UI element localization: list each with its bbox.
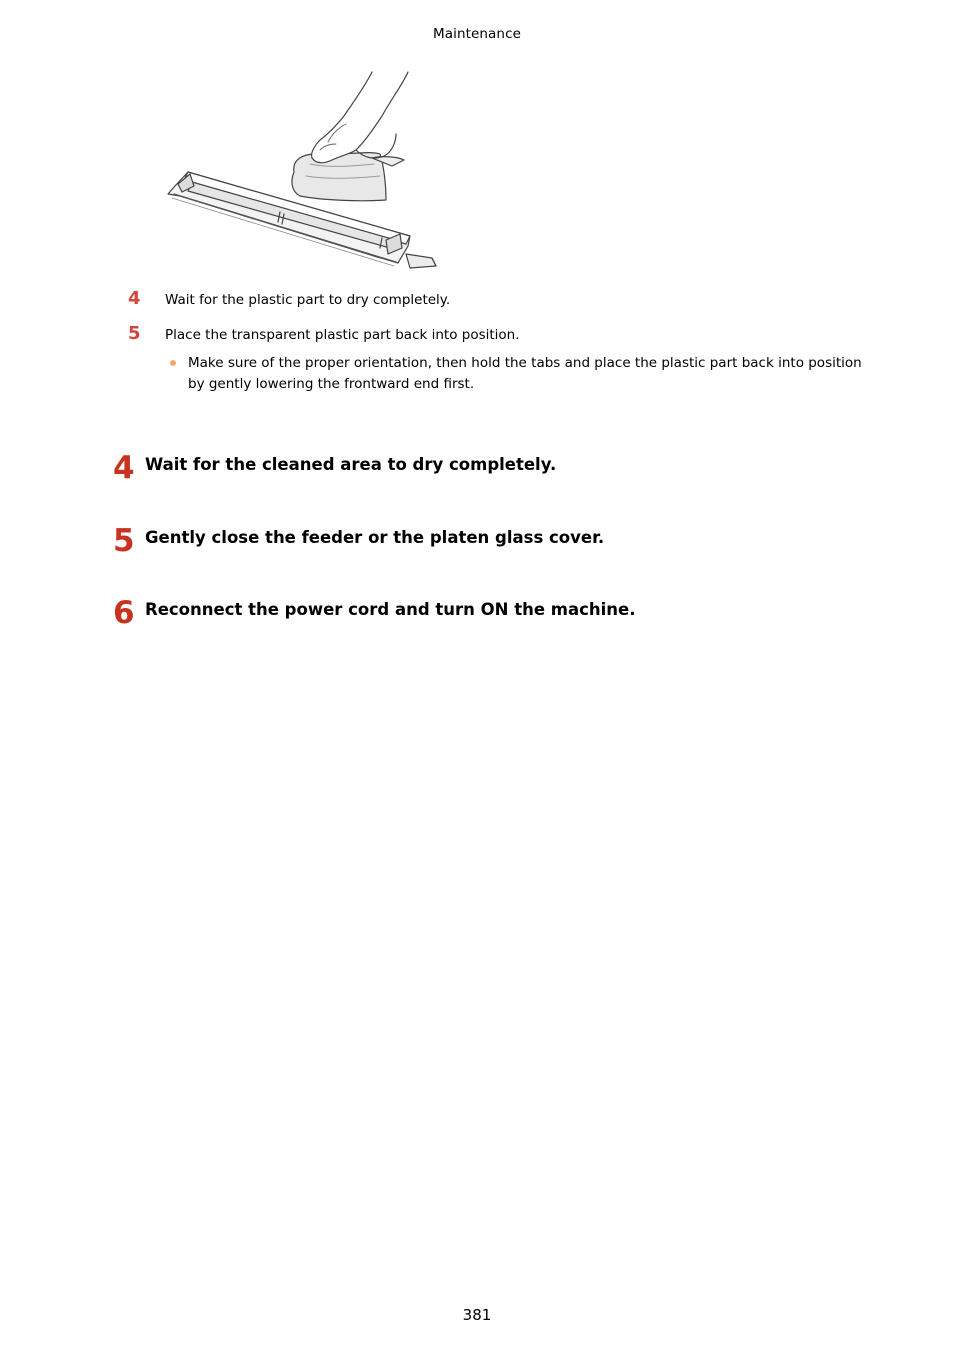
step-text: Gently close the feeder or the platen glass cover.: [145, 528, 605, 547]
step-number: 6: [113, 595, 135, 631]
page-header-title: Maintenance: [432, 26, 522, 42]
substep-number: 4: [128, 288, 141, 309]
step-number: 5: [113, 523, 135, 559]
step-number: 4: [113, 450, 135, 486]
substep-text: Place the transparent plastic part back into position.: [165, 327, 520, 343]
substep-number: 5: [128, 323, 141, 344]
step-text: Reconnect the power cord and turn ON the machine.: [145, 600, 636, 619]
bullet-icon: [170, 360, 176, 366]
page-number: 381: [462, 1306, 492, 1324]
substep-text: Wait for the plastic part to dry completely.: [165, 292, 451, 308]
step-text: Wait for the cleaned area to dry completely.: [145, 455, 557, 474]
hand-wiping-plastic-part-illustration: [160, 68, 450, 278]
bullet-text: Make sure of the proper orientation, then hold the tabs and place the plastic part back into position by gently lowering the frontward end first.: [188, 355, 862, 392]
